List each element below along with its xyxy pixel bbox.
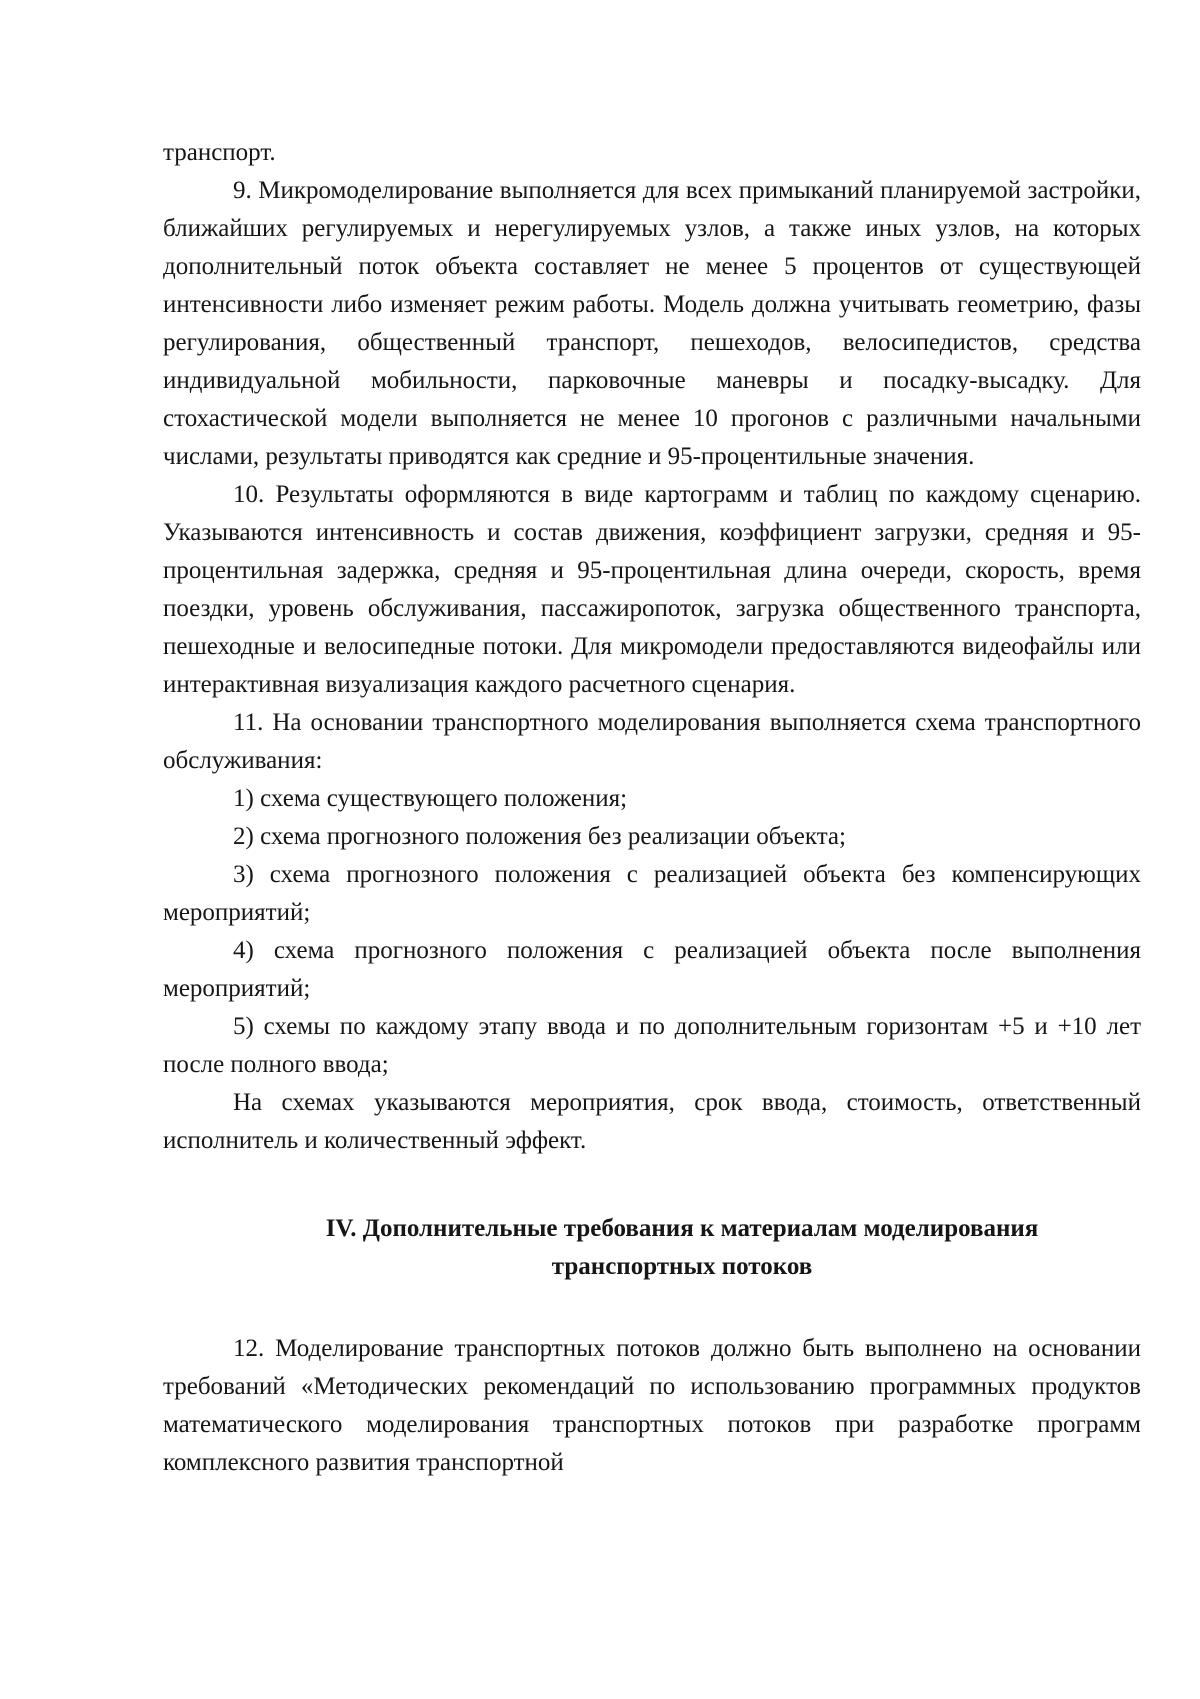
document-body xyxy=(163,134,1141,1482)
paragraph: транспорт. xyxy=(163,139,276,166)
paragraph: 9. Микромоделирование выполняется для всех примыканий планируемой застройки, ближайших регулируемых и нерегулируемых узлов, а также иных узлов, на которых дополнительный поток объекта составляет не менее 5 процентов от существующей интенсивности либо изменяет режим работы. Модель должна учитывать геометрию, фазы регулирования, общественный транспорт, пешеходов, велосипедистов, средства индивидуальной мобильности, парковочные маневры и посадку-высадку. Для стохастической модели выполняется не менее 10 прогонов с различными начальными числами, результаты приводятся как средние и 95-процентильные значения. xyxy=(163,177,1141,470)
section-heading-line-1: IV. Дополнительные требования к материалам моделирования xyxy=(325,1215,1039,1242)
paragraph: 1) схема существующего положения; xyxy=(233,785,628,812)
paragraph: 2) схема прогнозного положения без реализации объекта; xyxy=(233,823,846,850)
paragraph: 5) схемы по каждому этапу ввода и по дополнительным горизонтам +5 и +10 лет после полного ввода; xyxy=(163,1013,1141,1078)
paragraph: 4) схема прогнозного положения с реализацией объекта после выполнения мероприятий; xyxy=(163,937,1141,1002)
paragraphs-top xyxy=(163,134,1141,1160)
paragraph: 12. Моделирование транспортных потоков должно быть выполнено на основании требований «Методических рекомендаций по использованию программных продуктов математического моделирования транспортных потоков при разработке программ комплексного развития транспортной xyxy=(163,1335,1141,1476)
paragraph: 11. На основании транспортного моделирования выполняется схема транспортного обслуживания: xyxy=(163,709,1141,774)
paragraphs-bottom xyxy=(163,1330,1141,1482)
paragraph: 3) схема прогнозного положения с реализацией объекта без компенсирующих мероприятий; xyxy=(163,861,1141,926)
paragraph: 10. Результаты оформляются в виде картограмм и таблиц по каждому сценарию. Указываются интенсивность и состав движения, коэффициент загрузки, средняя и 95-процентильная задержка, средняя и 95-процентильная длина очереди, скорость, время поездки, уровень обслуживания, пассажиропоток, загрузка общественного транспорта, пешеходные и велосипедные потоки. Для микромодели предоставляются видеофайлы или интерактивная визуализация каждого расчетного сценария. xyxy=(163,481,1141,698)
paragraph: На схемах указываются мероприятия, срок ввода, стоимость, ответственный исполнитель и количественный эффект. xyxy=(163,1089,1141,1154)
section-heading xyxy=(163,1210,1141,1286)
section-heading-line-2: транспортных потоков xyxy=(551,1253,813,1280)
